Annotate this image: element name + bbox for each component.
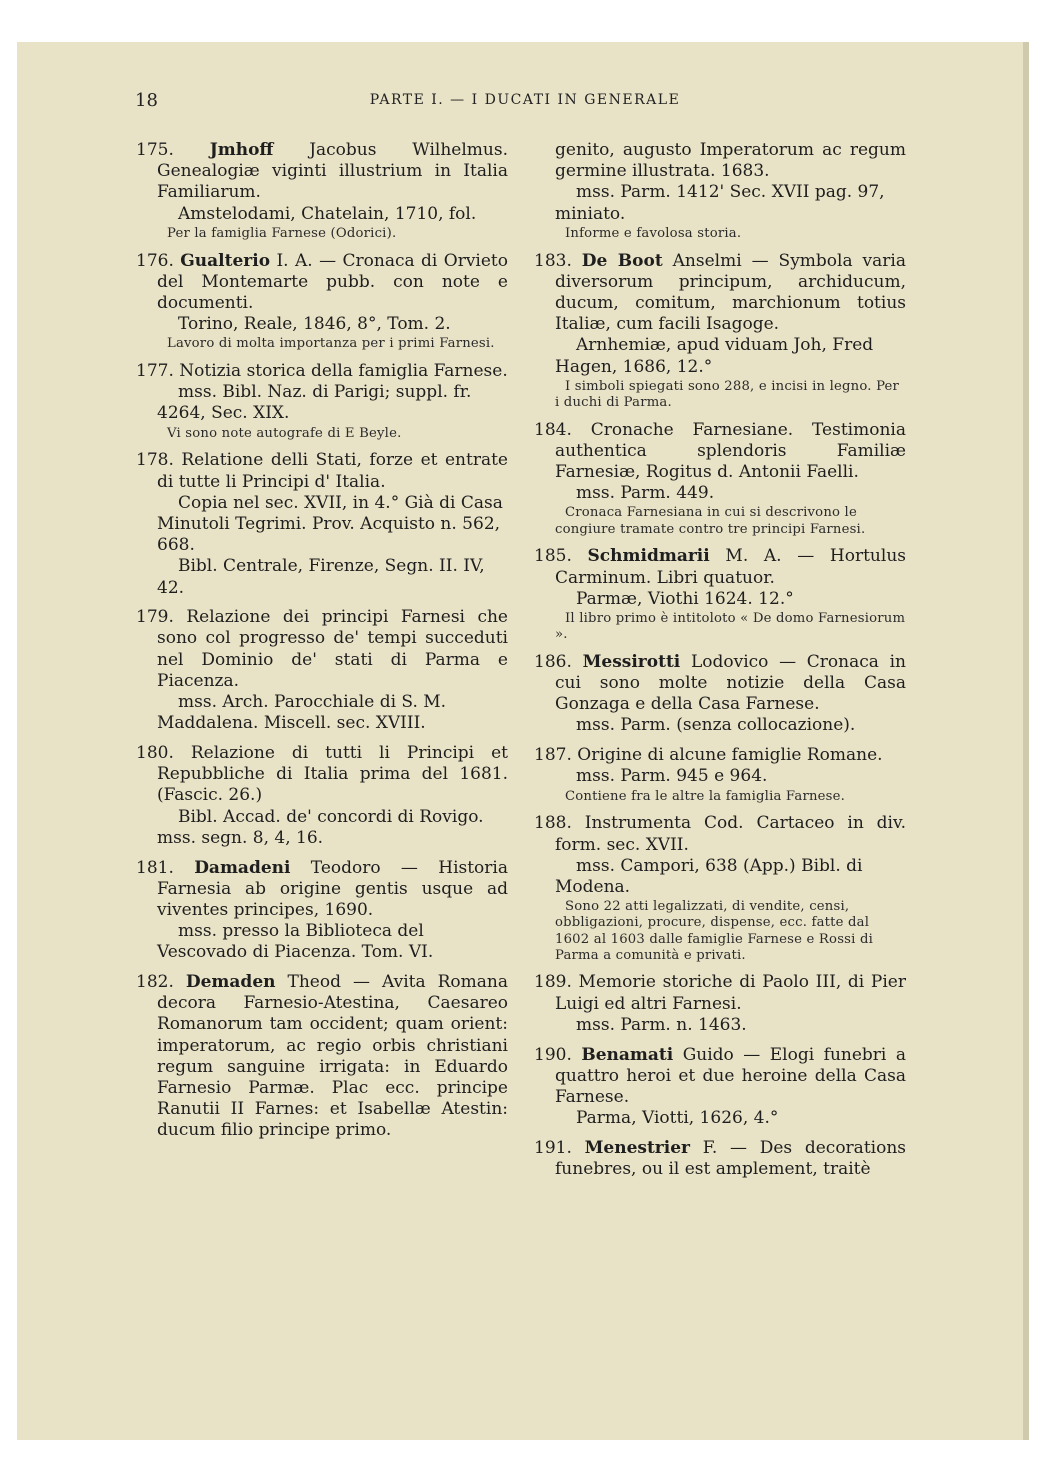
entry-text: Guido — Elogi funebri a quattro heroi et due heroine della Casa Farnese. [555, 1044, 906, 1107]
entry-title [136, 361, 508, 382]
entry-title [136, 450, 508, 492]
entry-title [136, 140, 508, 204]
entry-number: 179. [136, 607, 187, 628]
bibliography-entry [534, 420, 906, 538]
entry-title [136, 743, 508, 807]
bibliography-entry [136, 858, 508, 964]
entry-imprint: mss. Arch. Parocchiale di S. M. Maddalena. Miscell. sec. XVIII. [157, 692, 447, 734]
entry-number: 180. [136, 742, 191, 763]
bibliography-entry [136, 450, 508, 598]
entry-imprint: mss. presso la Biblioteca del Vescovado di Piacenza. Tom. VI. [157, 921, 434, 963]
bibliography-entry [534, 546, 906, 643]
entry-note: Lavoro di molta importanza per i primi Farnesi. [167, 336, 495, 352]
bibliography-entry [534, 1138, 906, 1180]
entry-imprint: Parmæ, Viothi 1624. 12.° [576, 588, 794, 609]
entry-note: Sono 22 atti legalizzati, di vendite, censi, obbligazioni, procure, dispense, ecc. fatte dal 1602 al 1603 dalle famiglie Farnese e Rossi di Parma a comunità e privati. [555, 899, 874, 963]
entry-imprint: Bibl. Centrale, Firenze, Segn. II. IV, 42. [157, 556, 485, 598]
entry-title [534, 251, 906, 336]
entry-text: Notizia storica della famiglia Farnese. [179, 361, 508, 382]
entry-text: Theod — Avita Romana decora Farnesio-Atestina, Caesareo Romanorum tam occident; quam orient: imperatorum, ac regio orbis christiani regum sanguine irrigata: in Eduardo Farnesio Parmæ. Plac ecc. principe Ranutii II Farnes: et Isabellæ Atestin: ducum filio principe primo. [157, 972, 508, 1141]
bibliography-entry [534, 972, 906, 1036]
bibliography-entry [534, 745, 906, 805]
bibliography-entry [136, 361, 508, 442]
entry-text: Jacobus Wilhelmus. Genealogiæ viginti illustrium in Italia Familiarum. [157, 140, 508, 203]
entry-text: Relatione delli Stati, forze et entrate di tutte li Principi d' Italia. [157, 450, 508, 492]
entry-note: I simboli spiegati sono 288, e incisi in legno. Per i duchi di Parma. [555, 378, 900, 410]
entry-number: 185. [534, 546, 588, 567]
bibliography-entry [136, 607, 508, 734]
entry-number: 191. [534, 1137, 585, 1158]
entry-title [534, 1138, 906, 1180]
entry-number: 176. [136, 250, 181, 271]
right-column [534, 140, 906, 1189]
page-number: 18 [135, 90, 158, 111]
entry-imprint: mss. Bibl. Naz. di Parigi; suppl. fr. 4264, Sec. XIX. [157, 382, 472, 424]
entry-author: Gualterio [180, 250, 271, 271]
entry-imprint: mss. Parm. (senza collocazione). [576, 715, 856, 736]
entry-note: Il libro primo è intitoloto « De domo Farnesiorum ». [555, 610, 906, 643]
entry-text: Anselmi — Symbola varia diversorum principum, archiducum, ducum, comitum, marchionum totius Italiæ, cum facili Isagoge. [555, 250, 906, 335]
entry-note: Per la famiglia Farnese (Odorici). [167, 225, 397, 241]
entry-imprint: Arnhemiæ, apud viduam Joh, Fred Hagen, 1686, 12.° [555, 335, 874, 377]
entry-title [534, 140, 906, 182]
entry-author: Benamati [581, 1044, 674, 1065]
entry-imprint: mss. Parm. 945 e 964. [576, 766, 768, 787]
entry-title [136, 972, 508, 1142]
entry-text: F. — Des decorations funebres, ou il est amplement, traitè [555, 1137, 906, 1180]
entry-title [534, 546, 906, 588]
bibliography-entry [534, 251, 906, 412]
entry-author: Menestrier [584, 1137, 690, 1158]
entry-author: Jmhoff [209, 140, 274, 160]
bibliography-entry [136, 743, 508, 849]
entry-text: M. A. — Hortulus Carminum. Libri quatuor. [555, 546, 906, 588]
entry-number: 178. [136, 450, 182, 471]
entry-number: 189. [534, 972, 579, 993]
bibliography-entry [136, 251, 508, 353]
entry-text: Memorie storiche di Paolo III, di Pier Luigi ed altri Farnesi. [555, 972, 906, 1014]
entry-text: genito, augusto Imperatorum ac regum germine illustrata. 1683. [555, 140, 906, 182]
entry-imprint: Amstelodami, Chatelain, 1710, fol. [178, 203, 477, 224]
entry-number: 175. [136, 140, 210, 160]
entry-title [534, 745, 906, 766]
entry-text: Instrumenta Cod. Cartaceo in div. form. sec. XVII. [555, 813, 906, 855]
entry-number: 182. [136, 972, 186, 993]
entry-title [136, 251, 508, 315]
entry-text: I. A. — Cronaca di Orvieto del Montemarte pubb. con note e documenti. [157, 250, 508, 313]
entry-author: Messirotti [582, 651, 681, 672]
entry-imprint: mss. Campori, 638 (App.) Bibl. di Modena. [555, 855, 863, 897]
left-column [136, 140, 508, 1150]
entry-number: 183. [534, 250, 582, 271]
entry-imprint: Torino, Reale, 1846, 8°, Tom. 2. [178, 314, 451, 335]
entry-title [534, 420, 906, 484]
entry-imprint: mss. Parm. 449. [576, 483, 715, 504]
entry-title [534, 813, 906, 855]
entry-number: 186. [534, 651, 583, 672]
entry-author: Schmidmarii [587, 546, 710, 567]
entry-imprint: Parma, Viotti, 1626, 4.° [576, 1108, 779, 1129]
bibliography-entry [534, 652, 906, 737]
entry-text: Lodovico — Cronaca in cui sono molte notizie della Casa Gonzaga e della Casa Farnese. [555, 651, 906, 715]
entry-title [136, 858, 508, 922]
entry-text: Relazione dei principi Farnesi che sono col progresso de' tempi succeduti nel Dominio de' stati di Parma e Piacenza. [157, 607, 508, 691]
entry-imprint: Bibl. Accad. de' concordi di Rovigo. mss. segn. 8, 4, 16. [157, 806, 484, 848]
entry-text: Relazione di tutti li Principi et Repubbliche di Italia prima del 1681. (Fascic. 26.) [157, 742, 508, 806]
entry-note: Cronaca Farnesiana in cui si descrivono le congiure tramate contro tre principi Farnesi. [555, 505, 866, 537]
page-header [135, 90, 915, 114]
bibliography-entry [136, 140, 508, 242]
entry-imprint: Copia nel sec. XVII, in 4.° Già di Casa Minutoli Tegrimi. Prov. Acquisto n. 562, 668. [157, 492, 503, 556]
bibliography-entry [534, 813, 906, 964]
bibliography-entry [534, 140, 906, 242]
entry-note: Contiene fra le altre la famiglia Farnese. [565, 788, 846, 804]
entry-note: Vi sono note autografe di E Beyle. [167, 425, 402, 441]
entry-title [136, 607, 508, 692]
entry-text: Origine di alcune famiglie Romane. [577, 745, 883, 766]
running-title: PARTE I. — I DUCATI IN GENERALE [369, 92, 681, 108]
bibliography-entry [136, 972, 508, 1142]
bibliography-entry [534, 1045, 906, 1130]
entry-number: 190. [534, 1044, 582, 1065]
entry-text: Cronache Farnesiane. Testimonia authentica splendoris Familiæ Farnesiæ, Rogitus d. Antonii Faelli. [555, 419, 906, 483]
entry-title [534, 652, 906, 716]
entry-number: 184. [534, 419, 591, 440]
entry-text: Teodoro — Historia Farnesia ab origine gentis usque ad viventes principes, 1690. [157, 857, 508, 920]
entry-imprint: mss. Parm. 1412' Sec. XVII pag. 97, miniato. [555, 182, 885, 224]
entry-title [534, 1045, 906, 1109]
entry-note: Informe e favolosa storia. [565, 225, 742, 241]
entry-number: 188. [534, 813, 585, 834]
entry-title [534, 972, 906, 1014]
entry-author: Demaden [185, 972, 276, 993]
entry-imprint: mss. Parm. n. 1463. [576, 1014, 747, 1035]
entry-number: 177. [136, 361, 180, 382]
entry-author: De Boot [581, 250, 663, 271]
entry-author: Damadeni [194, 857, 291, 878]
entry-number: 181. [136, 857, 195, 878]
entry-number: 187. [534, 745, 578, 766]
